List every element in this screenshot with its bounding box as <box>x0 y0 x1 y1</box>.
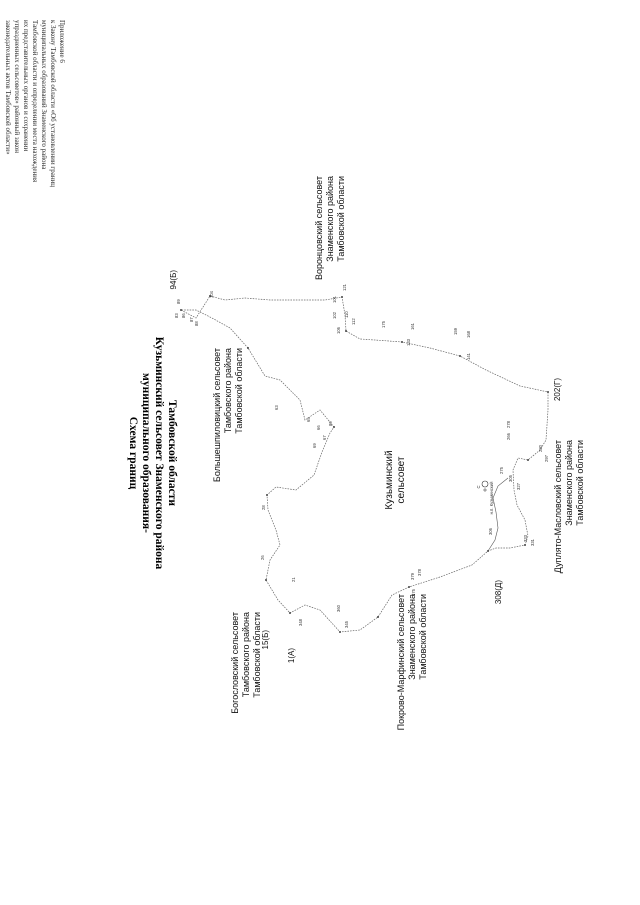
neighbor-bolsheshpilov <box>212 348 244 482</box>
point-label: 161 <box>410 323 415 330</box>
point-label: 83 <box>174 313 179 318</box>
point-label: 112 <box>351 318 356 325</box>
appendix-line-2: к Закону Тамбовской области «Об установлении границ <box>49 20 57 188</box>
point-label: 305 <box>508 475 513 482</box>
junction-code-94b: 94(Б) <box>169 270 178 290</box>
point-number-labels <box>174 283 549 628</box>
point-label: 66 <box>316 425 321 430</box>
point-label: 175 <box>381 321 386 328</box>
point-label: 63 <box>274 405 279 410</box>
point-label: 345 <box>344 621 349 628</box>
neighbor-region: Тамбовской области <box>418 594 428 680</box>
junction-code-15b: 15(Б) <box>261 630 270 650</box>
point-label: 266 <box>506 433 511 440</box>
point-label: 168 <box>466 331 471 338</box>
neighbor-district: Знаменского района <box>407 594 417 680</box>
point-label: 278 <box>506 421 511 428</box>
point-label: 110 <box>344 311 349 318</box>
north-arrow-icon <box>483 488 487 492</box>
appendix-line-1: Приложение 6 <box>58 20 66 63</box>
point-label: 65 <box>306 417 311 422</box>
point-label: 26 <box>260 555 265 560</box>
junction-code-308d: 308(Д) <box>494 580 503 605</box>
settlement-note: н.п. Кузьминский <box>489 481 494 515</box>
neighbor-district: Знаменского района <box>325 176 335 262</box>
point-label: 280 <box>538 445 543 452</box>
north-symbol: С <box>476 485 481 489</box>
neighbor-region: Тамбовской области <box>252 612 262 698</box>
boundary-point <box>247 347 249 349</box>
boundary-point <box>459 355 461 357</box>
boundary-point <box>289 612 291 614</box>
neighbor-name: Воронцовский сельсовет <box>314 176 324 280</box>
point-label: 133 <box>406 339 411 346</box>
neighbor-name: Дуплято-Масловский сельсовет <box>553 440 563 574</box>
point-label: 28 <box>261 505 266 510</box>
appendix-note <box>4 20 66 187</box>
title-line-2: муниципального образования- <box>140 373 152 533</box>
point-label: 378 <box>417 569 422 576</box>
neighbor-duplyato <box>553 440 585 573</box>
appendix-line-6: упраздненных сельсоветов» районный закон <box>13 20 21 154</box>
appendix-line-7: законодательных актов Тамбовской области» <box>4 20 12 155</box>
settlement-circle-icon <box>482 481 488 487</box>
center-label-line-2: сельсовет <box>396 456 407 504</box>
boundary-point <box>341 296 343 298</box>
appendix-line-5: их представительных органов и сохранении <box>22 20 30 152</box>
point-label: 101 <box>332 296 337 303</box>
point-label: 348 <box>298 619 303 626</box>
point-label: 159 <box>453 328 458 335</box>
point-label: 69 <box>312 443 317 448</box>
point-label: 89 <box>176 299 181 304</box>
point-label: 331 <box>530 539 535 546</box>
boundary-point <box>377 616 379 618</box>
appendix-line-4: Тамбовской области и определении места нахождения <box>31 20 39 183</box>
neighbor-voroncovsky <box>314 176 346 280</box>
point-label: 306 <box>488 528 493 535</box>
point-label: 327 <box>516 483 521 490</box>
neighbor-bogoslovsky <box>230 612 262 714</box>
point-label: 360 <box>336 605 341 612</box>
boundary-point <box>339 631 341 633</box>
appendix-line-3: муниципальных образований Знаменского района <box>40 20 48 170</box>
boundary-point <box>524 544 526 546</box>
junction-code-202g: 202(Г) <box>553 378 562 402</box>
point-label: 88 <box>194 321 199 326</box>
point-label: 379 <box>410 573 415 580</box>
boundary-point <box>180 309 182 311</box>
junction-code-1a: 1(А) <box>287 648 296 664</box>
boundary-point <box>401 341 403 343</box>
boundary-point <box>265 579 267 581</box>
map-title <box>127 337 178 570</box>
point-label: 333 <box>523 535 528 542</box>
neighbor-district: Тамбовского района <box>223 348 233 434</box>
point-label: 80 <box>328 421 333 426</box>
point-label: 104 <box>209 291 214 298</box>
point-label: 21 <box>291 577 296 582</box>
boundary-point <box>333 426 335 428</box>
point-label: 275 <box>499 467 504 474</box>
title-line-4: Тамбовской области <box>166 399 178 507</box>
boundary-point <box>266 494 268 496</box>
point-label: 121 <box>342 284 347 291</box>
neighbor-name: Большешпиловицкий сельсовет <box>212 348 222 483</box>
neighbor-district: Тамбовского района <box>241 612 251 698</box>
neighbor-name: Покрово-Марфинский сельсовет <box>396 594 406 731</box>
boundary-point <box>408 586 410 588</box>
boundary-point <box>345 330 347 332</box>
point-label: 106 <box>336 327 341 334</box>
center-label <box>384 450 407 509</box>
neighbor-region: Тамбовской области <box>575 440 585 526</box>
point-label: 67 <box>322 435 327 440</box>
boundary-point <box>547 391 549 393</box>
neighbor-region: Тамбовской области <box>336 176 346 262</box>
point-label: 86 <box>181 313 186 318</box>
title-line-1: Схема границ <box>127 416 139 490</box>
title-line-3: Кузьминский сельсовет Знаменского района <box>153 336 165 570</box>
municipality-boundary <box>181 296 548 632</box>
center-label-line-1: Кузьминский <box>384 450 395 510</box>
neighbor-name: Богословский сельсовет <box>230 612 240 714</box>
point-label: 141 <box>466 353 471 360</box>
settlement-marker <box>476 481 494 515</box>
point-label: 102 <box>332 312 337 319</box>
point-label: 297 <box>544 455 549 462</box>
boundary-point <box>487 550 489 552</box>
neighbor-district: Знаменского района <box>564 440 574 526</box>
boundary-point <box>527 459 529 461</box>
point-label: 87 <box>189 317 194 322</box>
point-label: 375 <box>411 589 416 596</box>
neighbor-pokrovo <box>396 594 428 730</box>
neighbor-region: Тамбовской области <box>234 348 244 434</box>
